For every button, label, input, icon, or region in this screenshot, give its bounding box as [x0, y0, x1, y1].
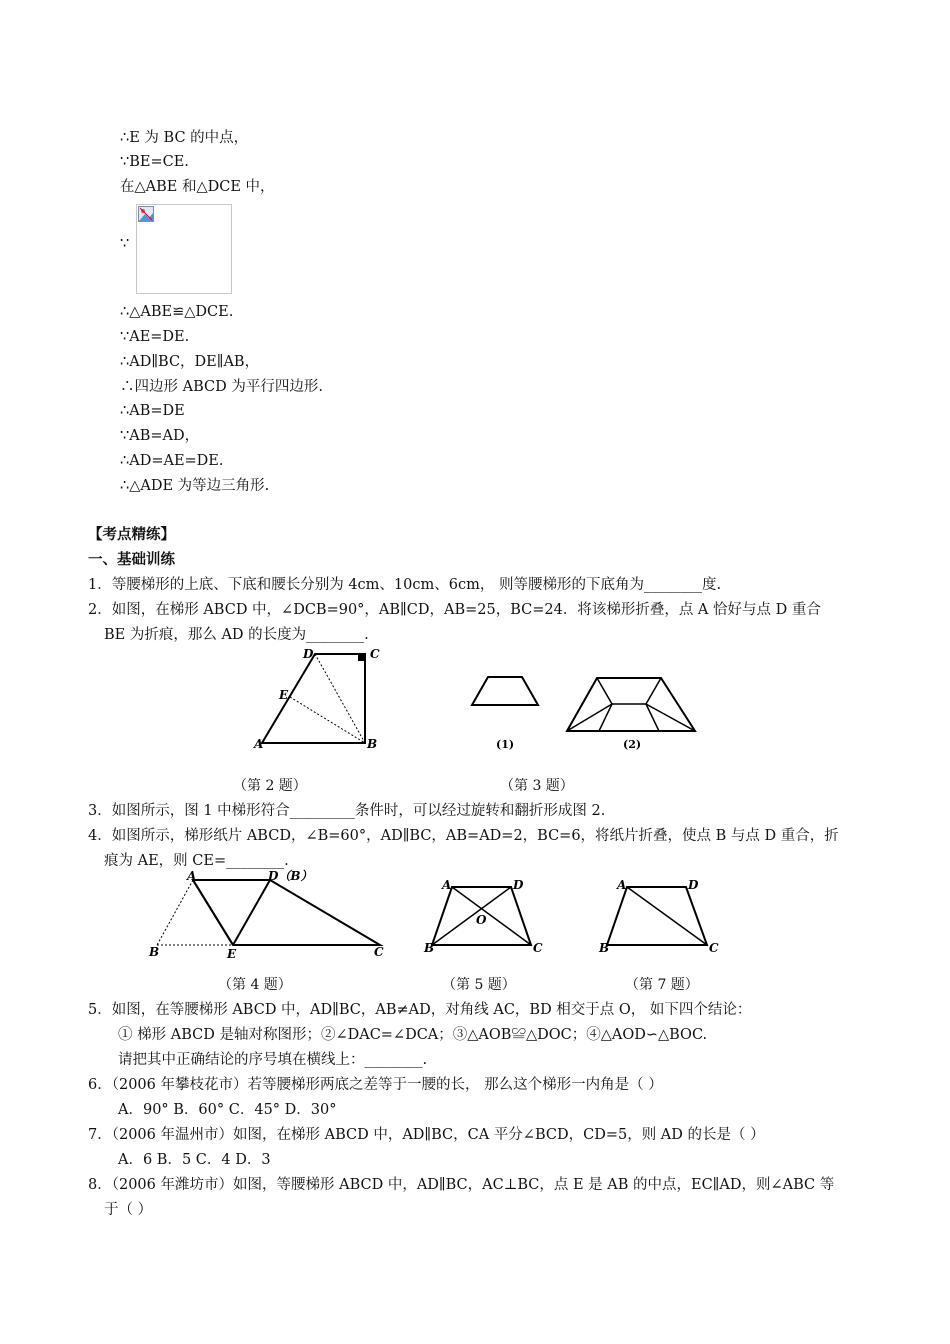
proof-line-5: ∴△ABE≌△DCE. [120, 304, 234, 320]
proof-line-7: ∴AD∥BC，DE∥AB， [120, 354, 260, 370]
question-1: 1．等腰梯形的上底、下底和腰长分别为 4cm、10cm、6cm， 则等腰梯形的下底角为________度. [88, 577, 722, 593]
caption-q7: （第 7 题） [625, 977, 699, 993]
question-4-line-2: 痕为 AE，则 CE=________. [104, 853, 289, 869]
proof-line-11: ∴AD=AE=DE. [120, 453, 224, 469]
question-8-line-1: 8．（2006 年潍坊市）如图，等腰梯形 ABCD 中，AD∥BC，AC⊥BC，点 E 是 AB 的中点，EC∥AD，则∠ABC 等 [88, 1177, 835, 1193]
label-C: C [374, 945, 384, 959]
label-C: C [709, 941, 719, 955]
label-C: C [533, 941, 543, 955]
label-D: D [303, 647, 314, 661]
question-5-line-2: ① 梯形 ABCD 是轴对称图形；②∠DAC=∠DCA；③△AOB≌△DOC；④△AOD∽△BOC. [118, 1027, 708, 1043]
label-B: B [599, 941, 610, 955]
section-subtitle: 一、基础训练 [88, 552, 175, 568]
proof-line-10: ∵AB=AD， [120, 428, 200, 444]
question-4-line-1: 4．如图所示，梯形纸片 ABCD，∠B=60°，AD∥BC，AB=AD=2，BC=6，将纸片折叠，使点 B 与点 D 重合，折 [88, 828, 839, 844]
caption-q4: （第 4 题） [218, 977, 292, 993]
question-5-line-3: 请把其中正确结论的序号填在横线上：________. [118, 1052, 428, 1068]
proof-line-1: ∴E 为 BC 的中点， [120, 130, 249, 146]
label-D: D [513, 878, 524, 892]
label-C: C [370, 647, 380, 661]
proof-line-4: ∵ [120, 236, 130, 252]
label-fig-2: (2) [623, 738, 642, 751]
question-2-line-1: 2．如图，在梯形 ABCD 中，∠DCB=90°，AB∥CD，AB=25，BC=24．将该梯形折叠，点 A 恰好与点 D 重合 [88, 602, 821, 618]
question-6: 6．（2006 年攀枝花市）若等腰梯形两底之差等于一腰的长， 那么这个梯形一内角是（ ） [88, 1077, 663, 1093]
question-7: 7．（2006 年温州市）如图，在梯形 ABCD 中，AD∥BC，CA 平分∠BCD，CD=5，则 AD 的长是（ ） [88, 1127, 765, 1143]
proof-line-9: ∴AB=DE [120, 403, 185, 419]
label-B: B [367, 737, 378, 751]
figure-q5-isosceles-trapezoid [420, 876, 550, 956]
label-A: A [187, 869, 197, 883]
question-7-options: A．6 B．5 C．4 D．3 [118, 1152, 271, 1168]
label-B: B [424, 941, 435, 955]
figure-q7-trapezoid [595, 876, 725, 956]
proof-line-12: ∴△ADE 为等边三角形. [120, 478, 270, 494]
label-D: D [688, 878, 699, 892]
caption-q3: （第 3 题） [500, 778, 574, 794]
proof-line-2: ∵BE=CE. [120, 154, 189, 170]
question-2-line-2: BE 为折痕，那么 AD 的长度为________. [104, 627, 369, 643]
label-A: A [442, 878, 452, 892]
proof-line-8: ∴四边形 ABCD 为平行四边形. [120, 379, 323, 395]
label-D-B: D（B） [268, 869, 313, 883]
broken-image-icon [138, 206, 154, 222]
proof-line-6: ∵AE=DE. [120, 329, 190, 345]
label-E: E [279, 688, 289, 702]
section-title: 【考点精练】 [88, 527, 175, 543]
figure-q3-trapezoids [470, 670, 705, 758]
label-E: E [227, 947, 237, 961]
label-O: O [476, 913, 487, 927]
caption-q2: （第 2 题） [233, 778, 307, 794]
proof-line-3: 在△ABE 和△DCE 中， [120, 179, 275, 195]
label-fig-1: (1) [496, 738, 515, 751]
figure-q2-trapezoid [250, 644, 400, 754]
question-5-line-1: 5．如图，在等腰梯形 ABCD 中，AD∥BC，AB≠AD，对角线 AC，BD 相交于点 O， 如下四个结论： [88, 1002, 752, 1018]
label-B: B [149, 945, 160, 959]
label-A: A [254, 737, 264, 751]
question-8-line-2: 于（ ） [104, 1202, 153, 1218]
caption-q5: （第 5 题） [442, 977, 516, 993]
label-A: A [617, 878, 627, 892]
question-3: 3．如图所示，图 1 中梯形符合_________条件时，可以经过旋转和翻折形成图 2. [88, 803, 606, 819]
figure-q4-folded-trapezoid [145, 868, 395, 963]
question-6-options: A．90° B．60° C．45° D．30° [118, 1102, 337, 1118]
